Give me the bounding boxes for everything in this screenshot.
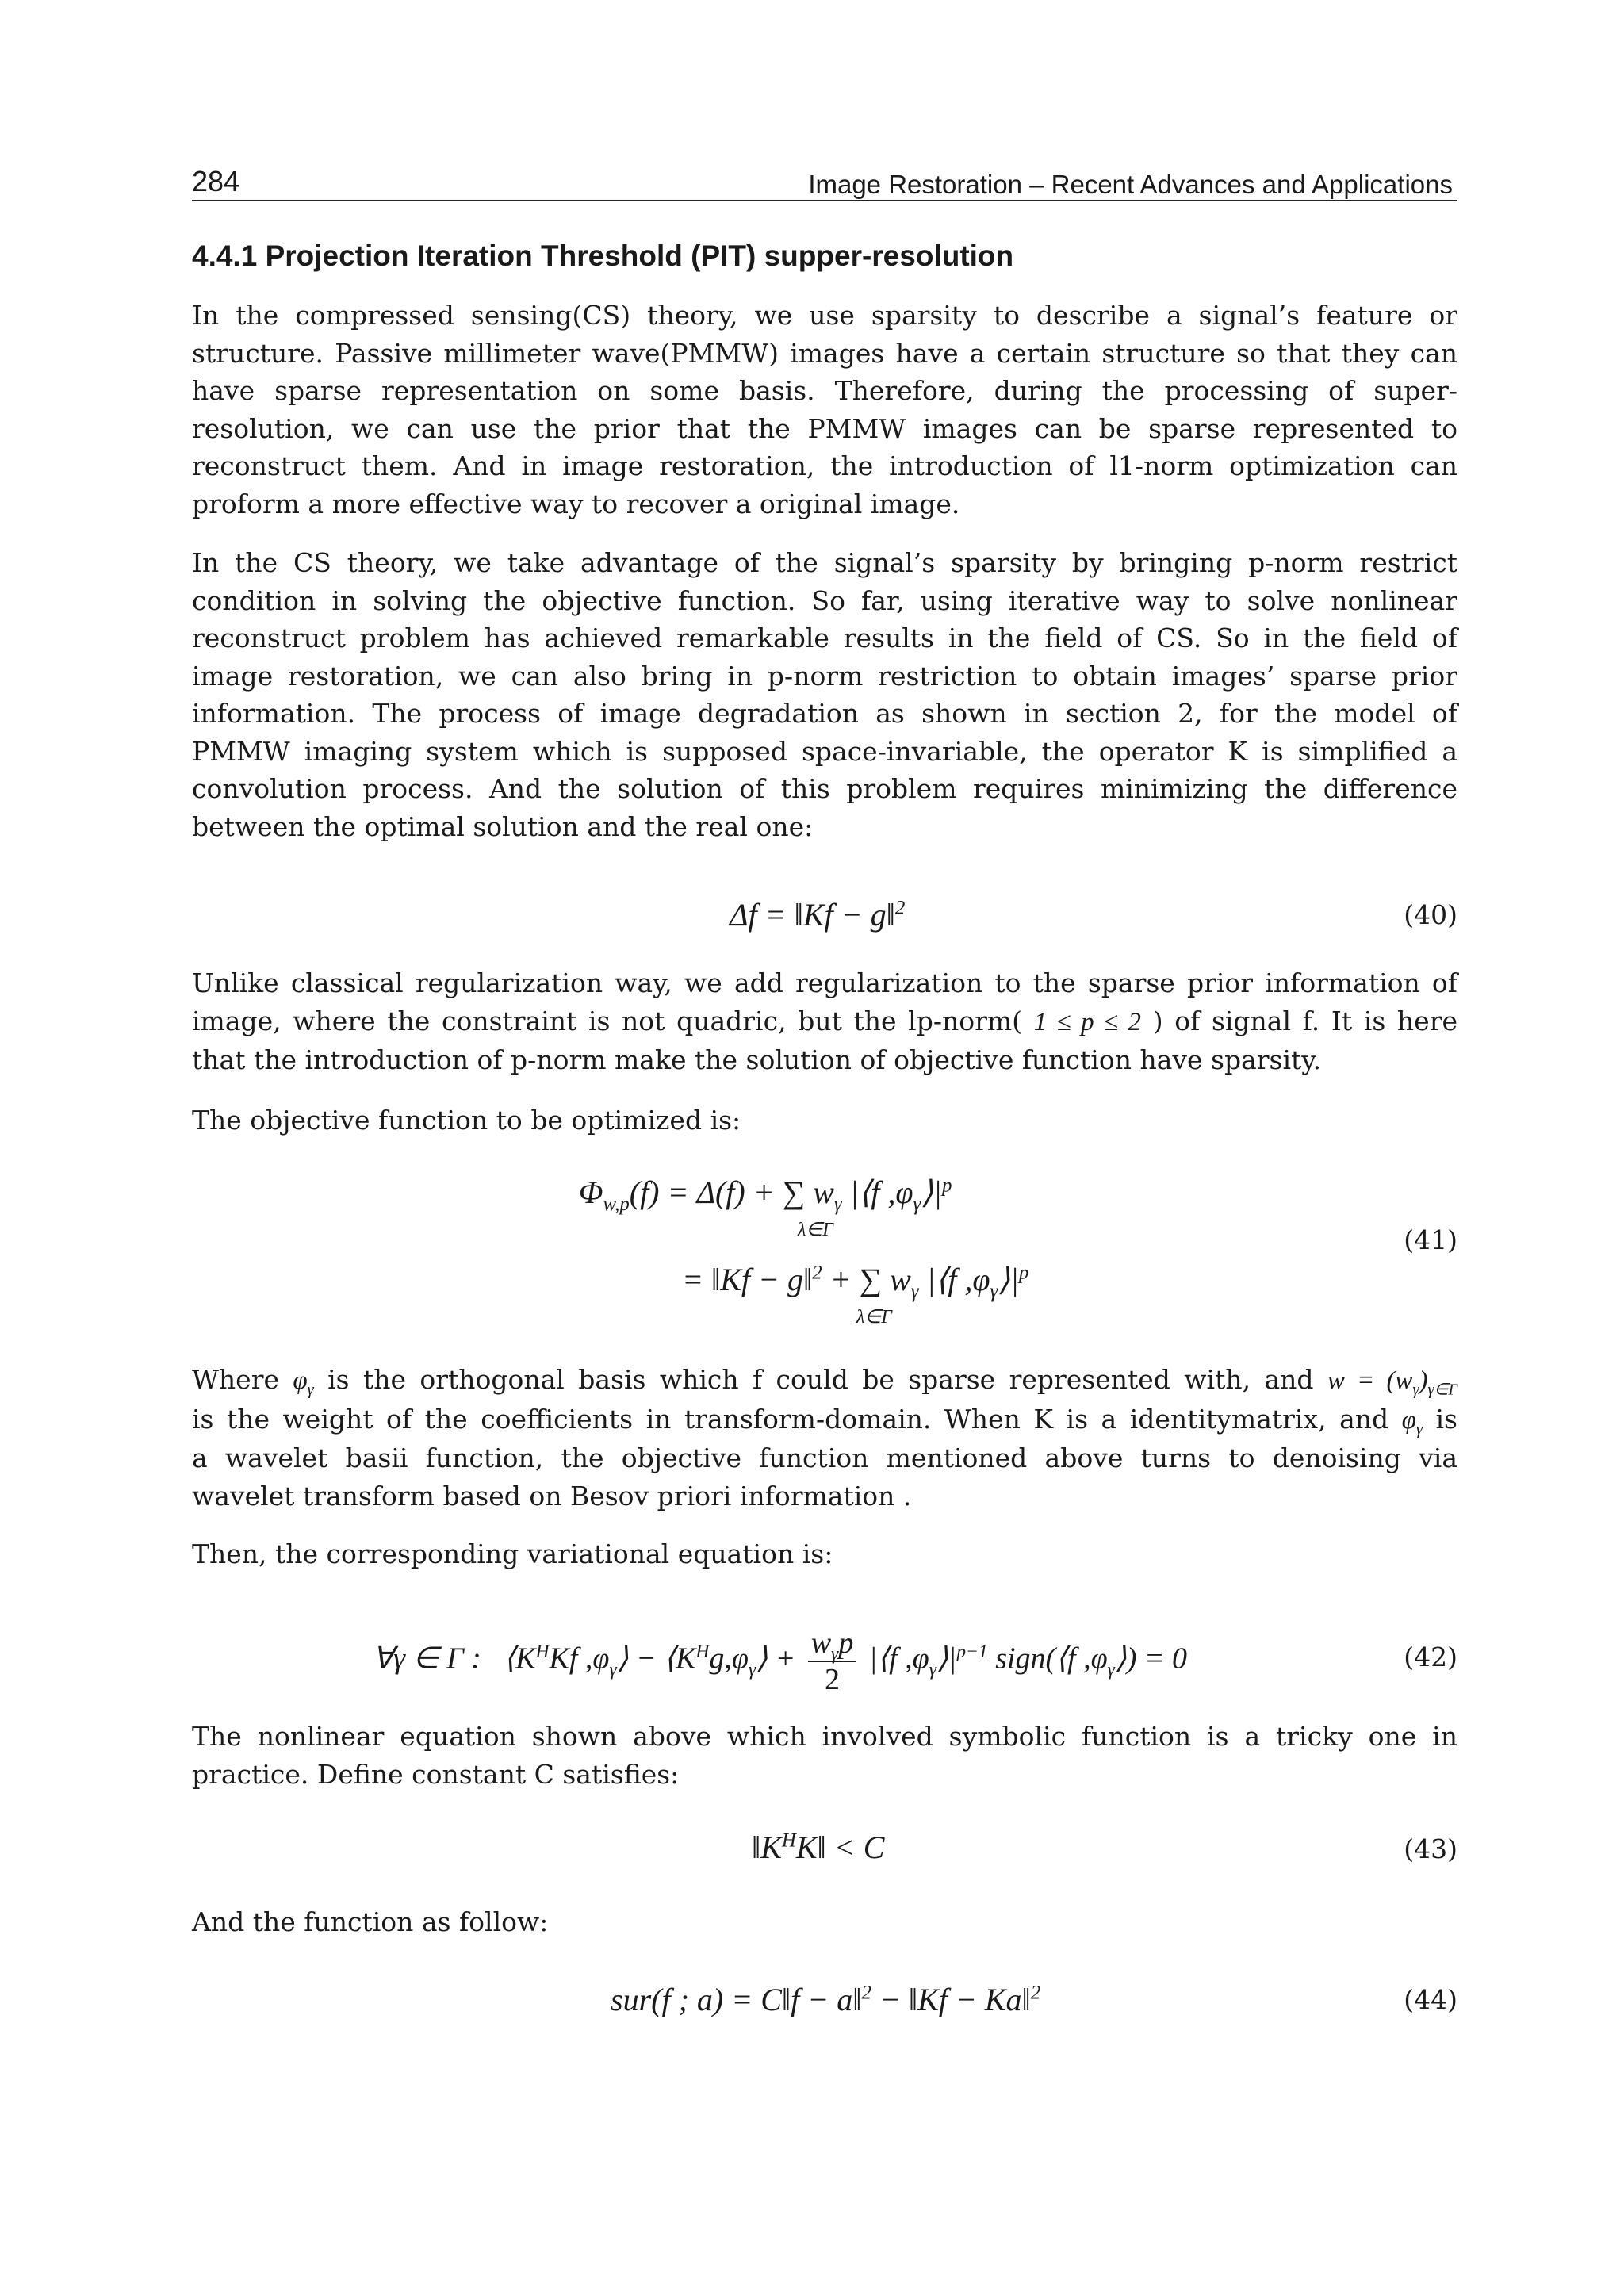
paragraph-line bbox=[192, 1002, 1457, 1042]
paragraph-line: PMMW imaging system which is supposed space-invariable, the operator K is simplified a bbox=[192, 735, 1457, 767]
equation-segment: ⟩ + bbox=[756, 1642, 796, 1676]
paragraph-line: reconstruct them. And in image restoration, the introduction of l1-norm optimization can bbox=[192, 450, 1457, 481]
inline-math: w = (w bbox=[1327, 1366, 1413, 1395]
paragraph-line: In the CS theory, we take advantage of the signal’s sparsity by bringing p-norm restrict bbox=[192, 547, 1457, 578]
equation-number-42: (42) bbox=[1404, 1642, 1457, 1672]
equation-40-exponent: 2 bbox=[894, 897, 906, 919]
subscript: γ bbox=[990, 1281, 998, 1302]
paragraph-line: reconstruct problem has achieved remarkable results in the field of CS. So in the field of bbox=[192, 623, 1457, 653]
section-heading: 4.4.1 Projection Iteration Threshold (PIT) supper-resolution bbox=[192, 239, 1014, 272]
equation-segment: ‖K bbox=[752, 1829, 782, 1865]
equation-number-41: (41) bbox=[1404, 1224, 1457, 1255]
equation-segment: sur(f ; a) = C‖f − a‖ bbox=[611, 1982, 862, 2017]
equation-segment: ⟩| bbox=[936, 1642, 957, 1676]
paragraph-line: that the introduction of p-norm make the solution of objective function have sparsity. bbox=[192, 1044, 1322, 1075]
superscript: p bbox=[1018, 1262, 1029, 1284]
inline-math: φ bbox=[293, 1366, 308, 1395]
paragraph-line: Unlike classical regularization way, we add regularization to the sparse prior information of bbox=[192, 967, 1457, 998]
text-segment: is the orthogonal basis which f could be sparse represented with, and bbox=[327, 1364, 1314, 1395]
phi-symbol: Φ bbox=[579, 1174, 603, 1210]
equation-segment: w bbox=[810, 1626, 832, 1660]
equation-segment: Kf ,φ bbox=[549, 1642, 610, 1676]
sum-index-1: λ∈Γ bbox=[798, 1220, 833, 1240]
equation-segment: (f) = Δ(f) + ∑ w bbox=[629, 1174, 834, 1210]
equation-segment: ⟩ − ⟨K bbox=[616, 1642, 696, 1676]
sum-index-2: λ∈Γ bbox=[856, 1307, 892, 1327]
superscript: p−1 bbox=[956, 1642, 988, 1663]
paragraph-line: a wavelet basii function, the objective function mentioned above turns to denoising via bbox=[192, 1442, 1457, 1473]
superscript: H bbox=[535, 1642, 550, 1663]
paragraph-2 bbox=[192, 544, 1457, 845]
equation-41-line-2 bbox=[682, 1261, 1029, 1302]
superscript: 2 bbox=[1030, 1982, 1041, 2004]
equation-segment: |⟨f ,φ bbox=[849, 1174, 914, 1210]
subscript: w,p bbox=[603, 1193, 630, 1215]
paragraph-line: structure. Passive millimeter wave(PMMW) images have a certain structure so that they can bbox=[192, 337, 1457, 369]
paragraph-line: convolution process. And the solution of this problem requires minimizing the difference bbox=[192, 773, 1457, 804]
superscript: p bbox=[941, 1174, 952, 1197]
text-segment: is bbox=[1435, 1403, 1457, 1435]
superscript: 2 bbox=[861, 1982, 871, 2004]
equation-segment: sign(⟨f ,φ bbox=[995, 1642, 1108, 1676]
paragraph-6 bbox=[192, 1535, 1457, 1573]
running-title: Image Restoration – Recent Advances and Applications bbox=[808, 170, 1453, 199]
equation-segment: g,φ bbox=[709, 1642, 749, 1676]
paragraph-line: condition in solving the objective function. So far, using iterative way to solve nonlinear bbox=[192, 584, 1457, 616]
inline-math: 1 ≤ p ≤ 2 bbox=[1033, 1007, 1142, 1036]
paragraph-3 bbox=[192, 964, 1457, 1079]
paragraph-5 bbox=[192, 1361, 1457, 1515]
paragraph-line: And the function as follow: bbox=[192, 1906, 549, 1937]
equation-44 bbox=[611, 1981, 1040, 2018]
paragraph-line: In the compressed sensing(CS) theory, we use sparsity to describe a signal’s feature or bbox=[192, 300, 1457, 331]
equation-segment: ⟩| bbox=[998, 1262, 1019, 1297]
subscript: γ bbox=[831, 1643, 839, 1665]
paragraph-line: The objective function to be optimized is: bbox=[192, 1105, 741, 1136]
subscript: γ bbox=[609, 1659, 617, 1680]
page-header bbox=[192, 163, 1457, 201]
subscript: γ bbox=[833, 1193, 842, 1215]
equation-40 bbox=[730, 896, 905, 933]
paragraph-line: proform a more effective way to recover a original image. bbox=[192, 488, 960, 519]
equation-segment: ⟩| bbox=[921, 1174, 942, 1210]
equation-42 bbox=[373, 1626, 1187, 1697]
equation-segment: = ‖Kf − g‖ bbox=[682, 1262, 813, 1297]
equation-segment: + ∑ w bbox=[829, 1262, 911, 1297]
superscript: 2 bbox=[812, 1262, 822, 1284]
paragraph-line: The nonlinear equation shown above which involved symbolic function is a tricky one in bbox=[192, 1721, 1457, 1752]
paragraph-line: wavelet transform based on Besov priori information . bbox=[192, 1480, 912, 1511]
equation-number-43: (43) bbox=[1404, 1833, 1457, 1864]
equation-segment: − ‖Kf − Ka‖ bbox=[879, 1982, 1031, 2017]
equation-number-40: (40) bbox=[1404, 899, 1457, 930]
equation-43 bbox=[752, 1829, 884, 1866]
equation-segment: ⟩) = 0 bbox=[1114, 1642, 1187, 1676]
equation-41-line-1 bbox=[579, 1174, 952, 1215]
paragraph-line: practice. Define constant C satisfies: bbox=[192, 1758, 680, 1790]
text-segment: Where bbox=[192, 1364, 280, 1395]
paragraph-line: resolution, we can use the prior that the PMMW images can be sparse represented to bbox=[192, 412, 1457, 444]
superscript: H bbox=[695, 1642, 710, 1663]
subscript: γ bbox=[910, 1281, 919, 1302]
paragraph-8 bbox=[192, 1903, 1457, 1941]
subscript: γ bbox=[929, 1659, 936, 1680]
equation-number-44: (44) bbox=[1404, 1984, 1457, 2015]
subscript: γ bbox=[1415, 1420, 1423, 1439]
subscript: γ bbox=[913, 1193, 921, 1215]
equation-segment: |⟨f ,φ bbox=[926, 1262, 990, 1297]
equation-40-body: Δf = ‖Kf − g‖ bbox=[730, 897, 895, 933]
quantifier: ∀γ ∈ Γ : bbox=[373, 1642, 481, 1676]
page-number: 284 bbox=[192, 165, 240, 197]
subscript: γ bbox=[1412, 1381, 1419, 1399]
paragraph-1 bbox=[192, 297, 1457, 523]
fraction-numerator bbox=[808, 1626, 857, 1665]
paragraph-line bbox=[192, 1361, 1457, 1400]
superscript: H bbox=[781, 1829, 796, 1852]
inline-math: ) bbox=[1419, 1366, 1428, 1395]
subscript: γ∈Γ bbox=[1427, 1381, 1457, 1399]
subscript: γ bbox=[1107, 1659, 1115, 1680]
paragraph-line bbox=[192, 1400, 1457, 1440]
subscript: γ bbox=[307, 1381, 314, 1399]
paragraph-4 bbox=[192, 1101, 1457, 1140]
equation-segment: ⟨K bbox=[504, 1642, 536, 1676]
paragraph-line: between the optimal solution and the real one: bbox=[192, 810, 814, 842]
paragraph-line: image restoration, we can also bring in p-norm restriction to obtain images’ sparse prior bbox=[192, 660, 1457, 692]
equation-segment: |⟨f ,φ bbox=[868, 1642, 929, 1676]
fraction bbox=[808, 1626, 857, 1697]
paragraph-line: Then, the corresponding variational equation is: bbox=[192, 1538, 833, 1569]
fraction-denominator: 2 bbox=[825, 1663, 840, 1696]
paragraph-7 bbox=[192, 1718, 1457, 1793]
subscript: γ bbox=[748, 1659, 756, 1680]
paragraph-line: have sparse representation on some basis. Therefore, during the processing of super- bbox=[192, 375, 1457, 406]
text-segment: is the weight of the coefficients in transform-domain. When K is a identitymatrix, and bbox=[192, 1403, 1389, 1435]
text-segment: ) of signal f. It is here bbox=[1152, 1005, 1458, 1036]
inline-math: φ bbox=[1401, 1405, 1416, 1435]
paragraph-line: information. The process of image degradation as shown in section 2, for the model of bbox=[192, 698, 1457, 729]
equation-segment: p bbox=[838, 1626, 854, 1660]
text-segment: image, where the constraint is not quadric, but the lp-norm( bbox=[192, 1005, 1023, 1036]
equation-segment: K‖ < C bbox=[795, 1829, 885, 1865]
